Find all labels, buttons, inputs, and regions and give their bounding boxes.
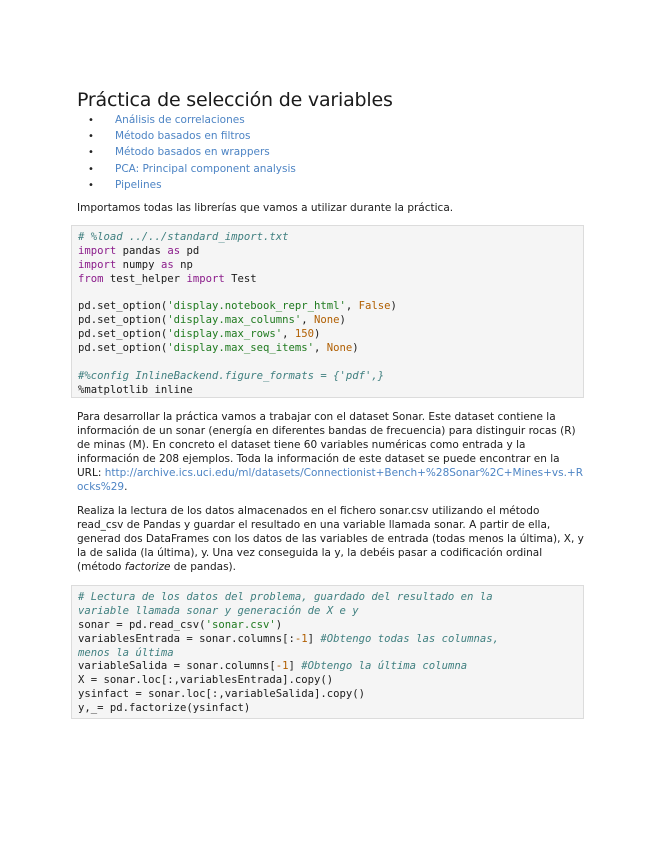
bullet-icon: •	[88, 163, 94, 175]
code-line	[78, 342, 577, 356]
code-line	[78, 674, 577, 688]
code-text: pandas	[116, 244, 168, 257]
code-line	[78, 647, 577, 661]
code-text: )	[339, 314, 346, 327]
code-text: pd.set_option(	[78, 342, 168, 355]
page-title: Práctica de selección de variables	[77, 89, 393, 111]
code-comment: #%config InlineBackend.figure_formats = {'pdf',}	[78, 369, 385, 382]
bullet-icon: •	[88, 179, 94, 191]
dataset-paragraph	[77, 410, 585, 494]
toc-link-correlaciones[interactable]: Análisis de correlaciones	[115, 114, 245, 126]
code-text: variableSalida = sonar.columns[	[78, 660, 276, 673]
code-line	[78, 370, 577, 384]
code-line	[78, 245, 577, 259]
code-keyword: as	[160, 258, 174, 271]
table-of-contents	[88, 112, 296, 193]
toc-item	[88, 177, 296, 193]
code-line	[78, 633, 577, 647]
code-line	[78, 300, 577, 314]
code-text: ysinfact = sonar.loc[:,variableSalida].copy()	[78, 688, 366, 701]
code-text: X = sonar.loc[:,variablesEntrada].copy()	[78, 674, 334, 687]
code-text: sonar = pd.read_csv(	[78, 618, 206, 631]
code-comment: # Lectura de los datos del problema, guardado del resultado en la	[78, 591, 493, 603]
code-text: ,	[301, 314, 314, 327]
code-comment: #Obtengo la última columna	[301, 660, 468, 673]
code-text: y,_= pd.factorize(ysinfact)	[78, 702, 251, 715]
code-line	[78, 605, 577, 619]
instructions-text: Realiza la lectura de los datos almacenados en el fichero sonar.csv utilizando el método read_csv de Pandas y guardar el resultado en una variable llamada sonar. A partir de ella, generad dos DataFrames con los datos de las variables de entrada (todas menos la última), X, y la de salida (la última), y. Una vez conseguida la y, la debéis pasar a codificación ordinal (método	[77, 505, 584, 573]
code-text: pd	[180, 244, 200, 257]
code-text: ]	[307, 632, 321, 645]
code-line	[78, 591, 577, 605]
code-text: ,	[345, 300, 359, 313]
code-keyword: from	[78, 272, 104, 285]
code-text: test_helper	[103, 272, 187, 285]
toc-link-filtros[interactable]: Método basados en filtros	[115, 130, 251, 143]
toc-link-wrappers[interactable]: Método basados en wrappers	[115, 146, 270, 159]
intro-paragraph: Importamos todas las librerías que vamos a utilizar durante la práctica.	[77, 202, 454, 214]
code-string: 'display.max_rows'	[167, 328, 283, 341]
toc-item	[88, 144, 296, 160]
code-string: 'display.notebook_repr_html'	[167, 300, 346, 313]
dataset-url-link[interactable]: http://archive.ics.uci.edu/ml/datasets/Connectionist+Bench+%28Sonar%2C+Mines+vs.+Rocks%29	[77, 467, 584, 493]
code-text: Test	[224, 272, 257, 285]
code-text: variablesEntrada = sonar.columns[:	[78, 632, 295, 645]
code-blank-line	[78, 287, 577, 301]
code-text: np	[173, 258, 193, 271]
code-text: )	[314, 328, 321, 341]
code-constant: False	[358, 300, 391, 313]
bullet-icon: •	[88, 147, 94, 159]
code-text: ,	[282, 328, 295, 341]
code-line	[78, 231, 577, 245]
code-text: pd.set_option(	[78, 314, 168, 327]
code-text: pd.set_option(	[78, 300, 168, 313]
code-number: 150	[294, 328, 315, 341]
toc-item	[88, 161, 296, 177]
code-keyword: import	[78, 244, 117, 257]
code-comment: variable llamada sonar y generación de X e y	[78, 604, 359, 617]
code-comment: # %load ../../standard_import.txt	[78, 231, 289, 243]
code-text: numpy	[116, 258, 161, 271]
code-keyword: as	[167, 244, 181, 257]
code-cell-read-data[interactable]	[71, 585, 584, 719]
code-line	[78, 314, 577, 328]
code-string: 'display.max_seq_items'	[167, 342, 314, 355]
code-line	[78, 702, 577, 716]
period: .	[124, 481, 128, 493]
code-constant: None	[326, 342, 353, 355]
code-text: ,	[314, 342, 327, 355]
code-line	[78, 328, 577, 342]
bullet-icon: •	[88, 115, 94, 126]
code-line	[78, 273, 577, 287]
code-line	[78, 688, 577, 702]
toc-item	[88, 112, 296, 128]
code-string: 'display.max_columns'	[167, 314, 302, 327]
code-keyword: import	[78, 258, 117, 271]
bullet-icon: •	[88, 131, 94, 143]
code-number: -1	[294, 632, 308, 645]
dataset-description: Para desarrollar la práctica vamos a trabajar con el dataset Sonar. Este dataset contiene la información de un sonar (energía en diferentes bandas de frecuencia) para distinguir rocas (R) de minas (M). En concreto el dataset tiene 60 variables numéricas como entrada y la información de 208 ejemplos. Toda la información de este dataset se puede encontrar en la URL:	[77, 411, 576, 479]
code-comment: menos la última	[78, 646, 174, 659]
code-text: %matplotlib inline	[78, 383, 193, 396]
toc-link-pca[interactable]: PCA: Principal component analysis	[115, 162, 296, 175]
code-keyword: import	[186, 272, 225, 285]
factorize-term: factorize	[124, 561, 171, 573]
code-line	[78, 619, 577, 633]
code-text: )	[275, 618, 283, 631]
code-text: )	[390, 300, 397, 313]
code-string: 'sonar.csv'	[205, 618, 276, 631]
code-text: ]	[288, 660, 302, 673]
code-number: -1	[275, 660, 289, 673]
code-comment: #Obtengo todas las columnas,	[320, 632, 499, 645]
code-text: )	[352, 342, 359, 355]
code-line	[78, 259, 577, 273]
instructions-text-end: de pandas).	[170, 561, 236, 573]
code-constant: None	[314, 314, 340, 327]
code-line	[78, 660, 577, 674]
toc-link-pipelines[interactable]: Pipelines	[115, 178, 162, 191]
code-line	[78, 384, 577, 398]
instructions-paragraph	[77, 504, 585, 574]
toc-item	[88, 128, 296, 144]
code-blank-line	[78, 356, 577, 370]
code-cell-imports[interactable]	[71, 225, 584, 398]
code-text: pd.set_option(	[78, 328, 168, 341]
